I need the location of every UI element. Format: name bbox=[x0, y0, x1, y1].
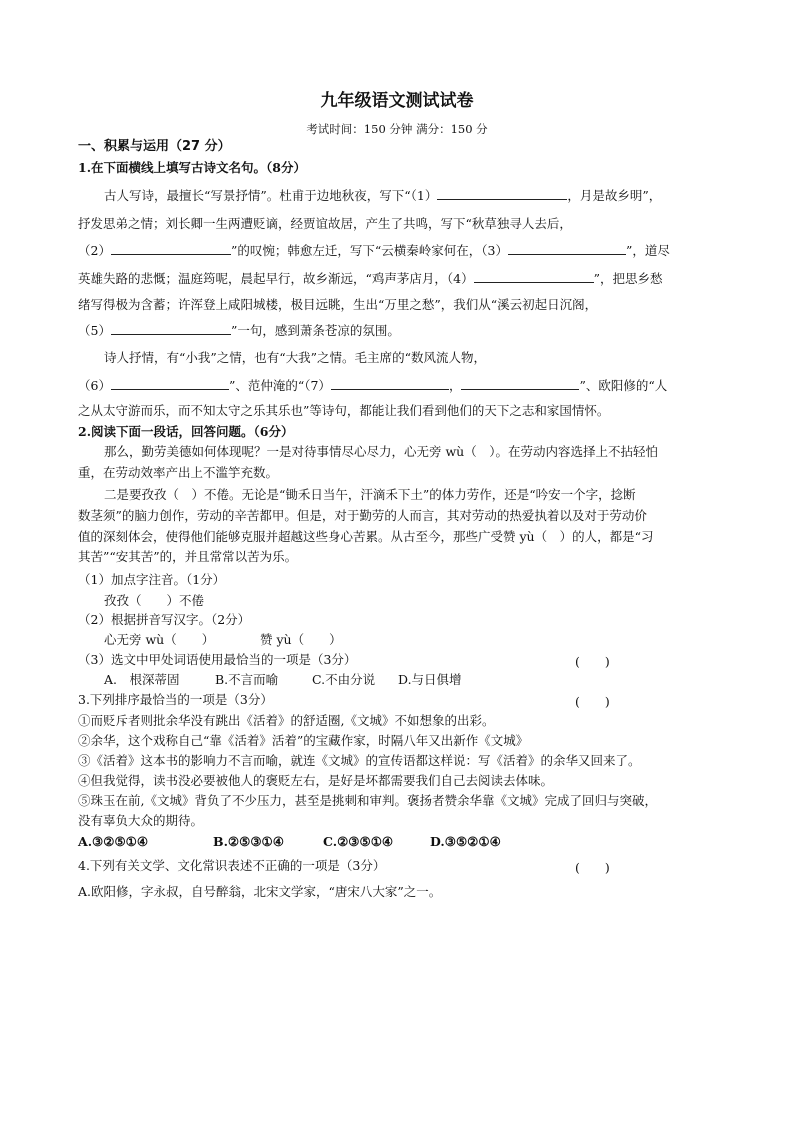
answer-blank-2[interactable] bbox=[111, 242, 231, 255]
option-d[interactable]: D.③⑤②①④ bbox=[430, 834, 501, 849]
passage-line: 其苦”“安其苦”的，并且常常以苦为乐。 bbox=[78, 549, 298, 564]
q1-text: （2） bbox=[78, 243, 111, 258]
q1-text: （5） bbox=[78, 323, 111, 338]
q1-line-4 bbox=[78, 270, 663, 286]
sentence-item: ④但我觉得，读书没必要被他人的褒贬左右，是好是坏都需要我们自己去阅读去体味。 bbox=[78, 773, 554, 788]
q2-sub1-item[interactable]: 孜孜（ ）不倦 bbox=[104, 593, 205, 608]
sentence-item: 没有辜负大众的期待。 bbox=[78, 813, 204, 828]
q2-sub3: （3）选文中甲处词语使用最恰当的一项是（3分） bbox=[78, 652, 357, 667]
q1-line-7: 诗人抒情，有“小我”之情，也有“大我”之情。毛主席的“数风流人物， bbox=[104, 350, 486, 365]
option-d[interactable]: D.与日俱增 bbox=[398, 672, 462, 687]
answer-blank-6[interactable] bbox=[111, 377, 229, 390]
question-1-stem: 1.在下面横线上填写古诗文名句。（8分） bbox=[78, 160, 306, 175]
q1-text: 古人写诗，最擅长“写景抒情”。杜甫于边地秋夜，写下“（1） bbox=[104, 188, 438, 203]
sentence-item: ③《活着》这本书的影响力不言而喻，就连《文城》的宣传语都这样说：写《活着》的余华又回来了。 bbox=[78, 753, 641, 768]
passage-line: 数茎须”的脑力创作，劳动的辛苦都甲。但是，对于勤劳的人而言，其对劳动的热爱执着以及对于劳动价 bbox=[78, 508, 647, 523]
page-title: 九年级语文测试试卷 bbox=[320, 91, 474, 111]
option-b[interactable]: B.不言而喻 bbox=[215, 672, 279, 687]
answer-blank-5[interactable] bbox=[111, 322, 231, 335]
q2-sub2-item-a[interactable]: 心无旁 wù（ ） bbox=[104, 632, 215, 647]
answer-paren[interactable]: ( ) bbox=[575, 694, 610, 709]
answer-paren[interactable]: ( ) bbox=[575, 654, 610, 669]
q2-sub2-item-b[interactable]: 赞 yù（ ） bbox=[260, 632, 342, 647]
q1-text: 英雄失路的悲慨；温庭筠呢，晨起早行，故乡渐远，“鸡声茅店月，（4） bbox=[78, 271, 474, 286]
answer-blank-3[interactable] bbox=[508, 242, 626, 255]
q1-line-6 bbox=[78, 322, 400, 338]
section-heading: 一、积累与运用（27 分） bbox=[78, 139, 231, 154]
option-b[interactable]: B.②⑤③①④ bbox=[213, 834, 284, 849]
question-2-stem: 2.阅读下面一段话，回答问题。（6分） bbox=[78, 424, 294, 439]
option-c[interactable]: C.不由分说 bbox=[312, 672, 376, 687]
sentence-item: ①而贬斥者则批余华没有跳出《活着》的舒适圈,《文城》不如想象的出彩。 bbox=[78, 713, 495, 728]
exam-info: 考试时间：150 分钟 满分：150 分 bbox=[306, 122, 488, 136]
sentence-item: ②余华，这个戏称自己“靠《活着》活着”的宝藏作家，时隔八年又出新作《文城》 bbox=[78, 733, 529, 748]
q1-text: ， bbox=[448, 378, 462, 393]
q1-text: ”、范仲淹的“（7） bbox=[228, 378, 331, 393]
passage-line: 重，在劳动效率产出上不滥竽充数。 bbox=[78, 465, 279, 480]
answer-blank-4[interactable] bbox=[474, 270, 594, 283]
answer-paren[interactable]: ( ) bbox=[575, 860, 610, 875]
q1-line-3 bbox=[78, 242, 670, 258]
q1-text: ”的叹惋；韩愈左迁，写下“云横秦岭家何在，（3） bbox=[230, 243, 508, 258]
option-a[interactable]: A. 根深蒂固 bbox=[104, 672, 180, 687]
passage-line: 二是要孜孜（ ）不倦。无论是“锄禾日当午，汗滴禾下土”的体力劳作，还是“吟安一个字，捻断 bbox=[104, 487, 636, 502]
option-a[interactable]: A.③②⑤①④ bbox=[78, 834, 149, 849]
option-a[interactable]: A.欧阳修，字永叔，自号醉翁，北宋文学家，“唐宋八大家”之一。 bbox=[78, 884, 442, 899]
q1-text: ”，把思乡愁 bbox=[593, 271, 663, 286]
q1-line-5: 绪写得极为含蓄；许浑登上咸阳城楼，极目远眺，生出“万里之愁”，我们从“溪云初起日沉阁， bbox=[78, 297, 598, 312]
q1-text: ，月是故乡明”， bbox=[567, 188, 662, 203]
passage-line: 那么，勤劳美德如何体现呢？一是对待事情尽心尽力，心无旁 wù（ ）。在劳动内容选择上不拈轻怕 bbox=[104, 444, 658, 459]
q1-text: ”、欧阳修的“人 bbox=[579, 378, 668, 393]
option-c[interactable]: C.②③⑤①④ bbox=[323, 834, 394, 849]
answer-blank-7b[interactable] bbox=[461, 377, 579, 390]
question-4-stem: 4.下列有关文学、文化常识表述不正确的一项是（3分） bbox=[78, 858, 386, 873]
answer-blank-1[interactable] bbox=[437, 187, 567, 200]
q1-line-9: 之从太守游而乐，而不知太守之乐其乐也”等诗句，都能让我们看到他们的天下之志和家国情怀。 bbox=[78, 403, 610, 418]
q2-sub1: （1）加点字注音。（1分） bbox=[78, 572, 226, 587]
q2-sub2: （2）根据拼音写汉字。（2分） bbox=[78, 612, 251, 627]
q1-text: （6） bbox=[78, 378, 111, 393]
q1-line-2: 抒发思弟之情；刘长卿一生两遭贬谪，经贾谊故居，产生了共鸣，写下“秋草独寻人去后， bbox=[78, 216, 572, 231]
sentence-item: ⑤珠玉在前,《文城》背负了不少压力，甚至是挑刺和审判。褒扬者赞余华靠《文城》完成了回归与突破， bbox=[78, 793, 657, 808]
passage-line: 值的深刻体会，使得他们能够克服并超越这些身心苦累。从古至今，那些广受赞 yù（ ）的人，都是“习 bbox=[78, 529, 654, 544]
q1-line-8 bbox=[78, 377, 667, 393]
q1-text: ”一句，感到萧条苍凉的氛围。 bbox=[230, 323, 400, 338]
q1-line-1 bbox=[104, 187, 661, 203]
answer-blank-7a[interactable] bbox=[331, 377, 449, 390]
question-3-stem: 3.下列排序最恰当的一项是（3分） bbox=[78, 692, 273, 707]
q1-text: ”，道尽 bbox=[625, 243, 670, 258]
